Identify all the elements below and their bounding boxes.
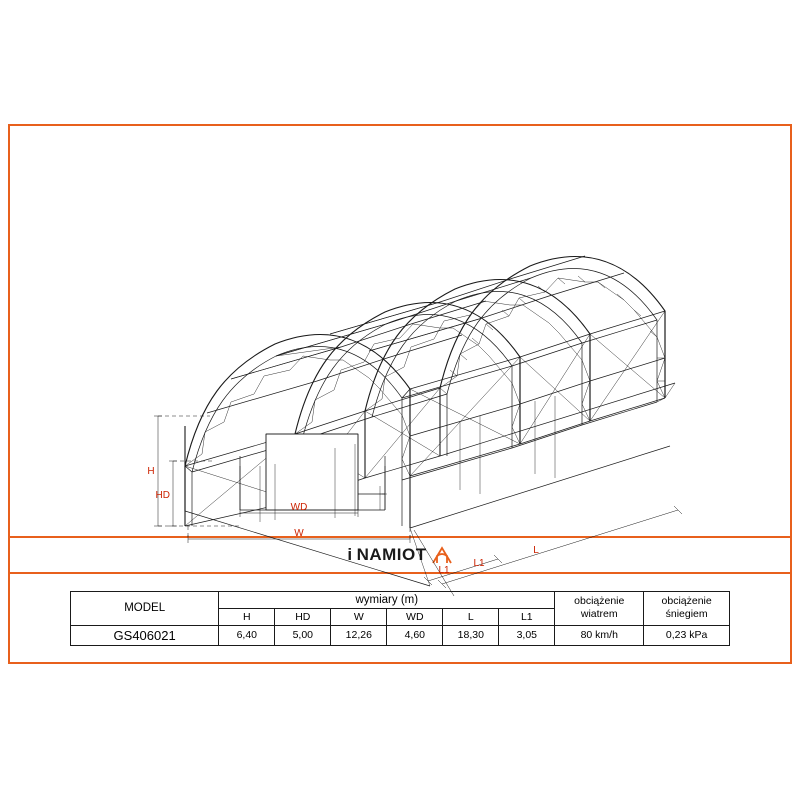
header-snow-line1: obciążenie: [661, 594, 712, 607]
header-snow-line2: śniegiem: [665, 608, 708, 620]
cell-value-snow: 0,23 kPa: [644, 625, 730, 645]
dimension-label-w: W: [294, 528, 304, 539]
cell-value-w: 12,26: [331, 625, 387, 645]
brand-logo: [347, 545, 452, 565]
cell-value-l: 18,30: [443, 625, 499, 645]
header-snow: [644, 591, 730, 625]
drawing-sheet: [8, 124, 792, 664]
spec-table-band: [10, 574, 790, 662]
brand-name-part2: NAMIOT: [356, 545, 427, 564]
brand-logo-band: [10, 538, 790, 574]
structure-lines: [185, 256, 675, 586]
header-dim-wd: WD: [387, 608, 443, 625]
header-model: MODEL: [71, 591, 219, 625]
dimension-label-l: L: [533, 545, 539, 556]
tent-house-icon: [431, 545, 453, 565]
dimension-label-hd: HD: [155, 490, 170, 501]
table-row-values: [71, 625, 730, 645]
header-dimensions: wymiary (m): [219, 591, 555, 608]
spec-table: [70, 591, 730, 646]
cell-value-l1: 3,05: [499, 625, 555, 645]
brand-name-part1: i: [347, 545, 353, 564]
cell-value-hd: 5,00: [275, 625, 331, 645]
cell-model-value: GS406021: [71, 625, 219, 645]
cell-value-wd: 4,60: [387, 625, 443, 645]
header-wind: [555, 591, 644, 625]
header-wind-line1: obciążenie: [574, 594, 625, 607]
dimension-label-l1-rear: L1: [473, 558, 485, 569]
header-wind-line2: wiatrem: [580, 608, 618, 620]
header-dim-w: W: [331, 608, 387, 625]
header-dim-hd: HD: [275, 608, 331, 625]
dimension-label-wd: WD: [290, 502, 308, 513]
dimension-label-h: H: [147, 466, 155, 477]
header-dim-l1: L1: [499, 608, 555, 625]
header-dim-l: L: [443, 608, 499, 625]
table-row-headers: [71, 591, 730, 608]
header-dim-h: H: [219, 608, 275, 625]
cell-value-h: 6,40: [219, 625, 275, 645]
dimension-label-l1-front: L1: [438, 565, 450, 576]
cell-value-wind: 80 km/h: [555, 625, 644, 645]
